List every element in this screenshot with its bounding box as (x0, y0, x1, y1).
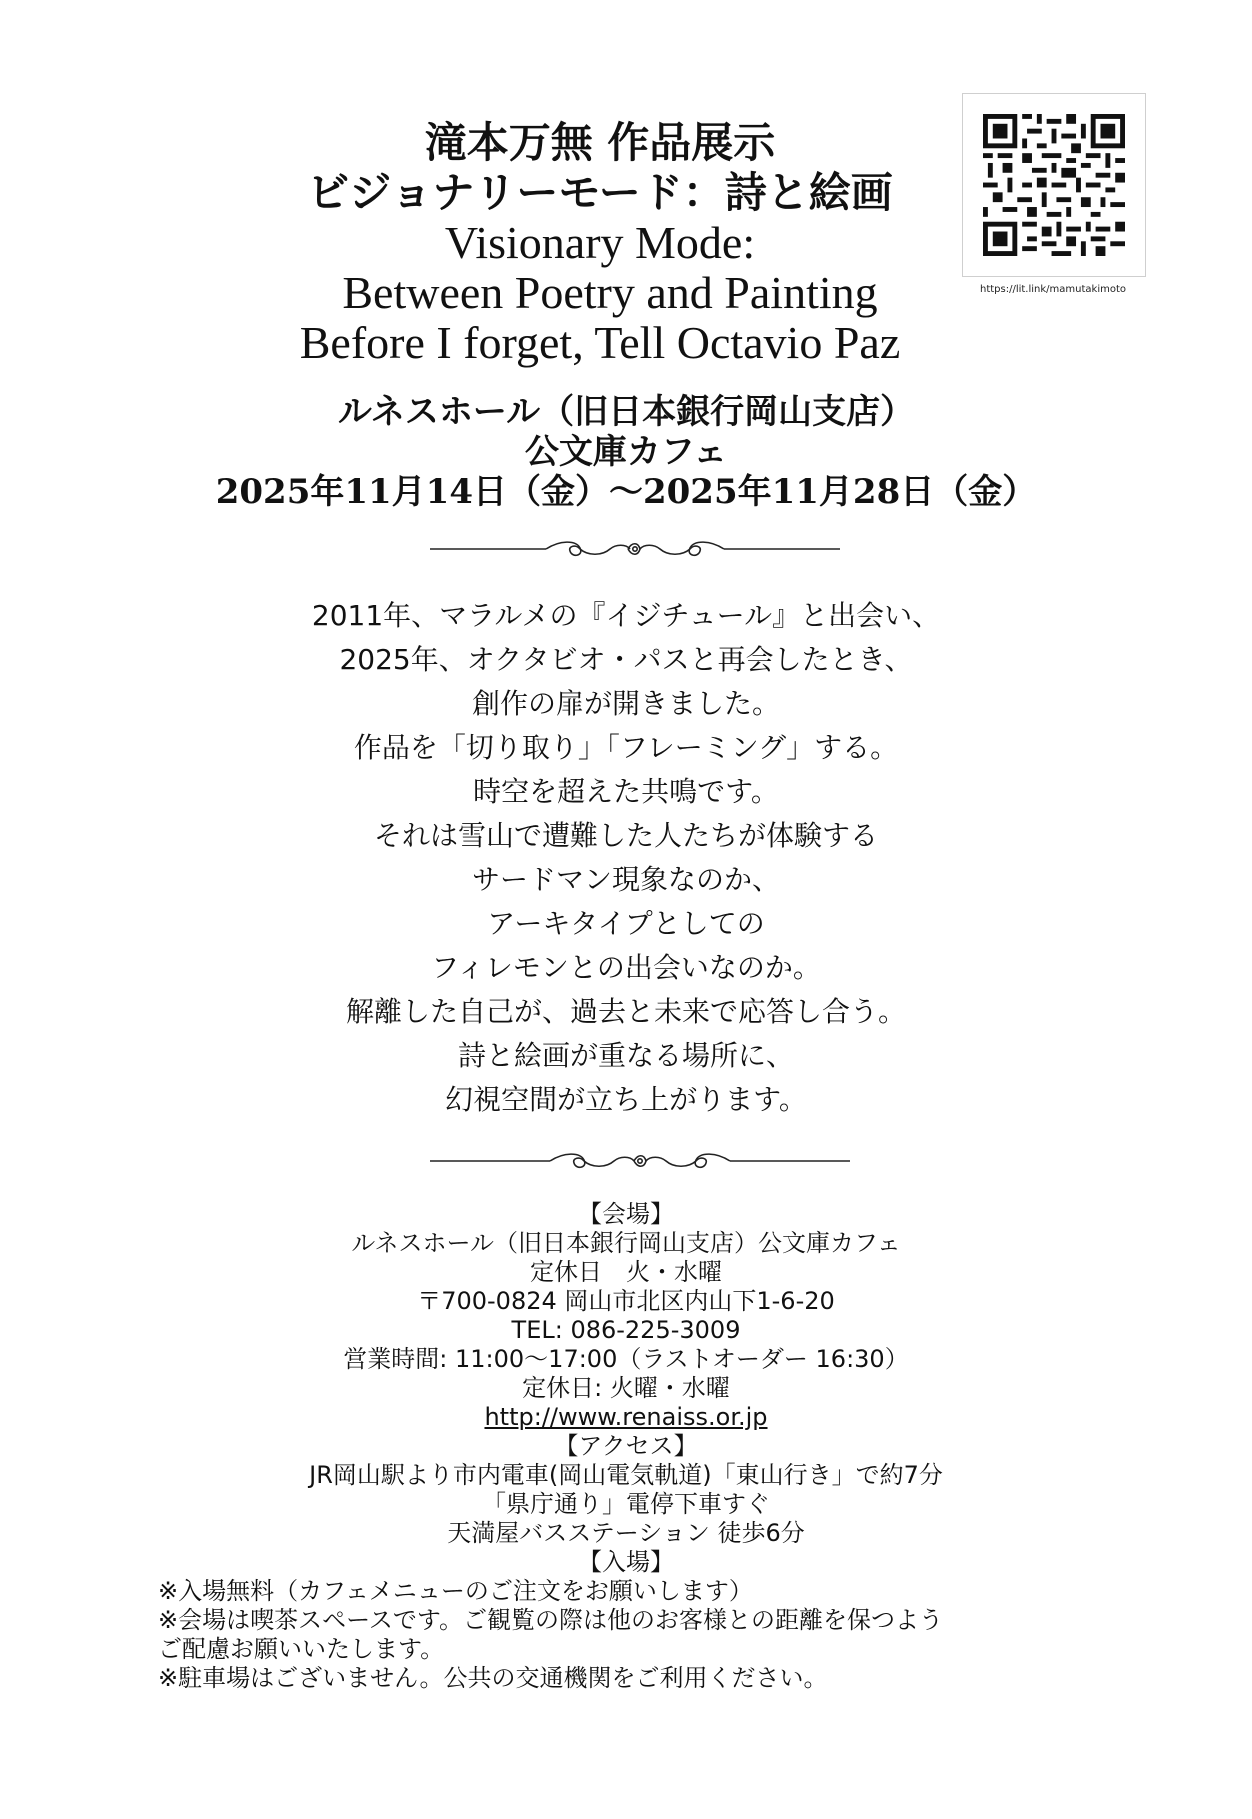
poem-line: 2011年、マラルメの『イジチュール』と出会い、 (311, 599, 941, 632)
ornament-divider-top (430, 534, 840, 564)
poem-line: 解離した自己が、過去と未来で応答し合う。 (345, 995, 906, 1028)
venue-header-name: ルネスホール（旧日本銀行岡山支店） (337, 392, 915, 432)
admission-heading: 【入場】 (578, 1548, 674, 1576)
poem-line: 幻視空間が立ち上がります。 (445, 1083, 807, 1116)
title-english-3: Before I forget, Tell Octavio Paz (299, 317, 901, 368)
poem-line: アーキタイプとしての (487, 907, 765, 940)
note-parking: ※駐車場はございません。公共の交通機関をご利用ください。 (158, 1664, 828, 1692)
exhibition-dates: 2025年11月14日（金）～2025年11月28日（金） (215, 472, 1037, 512)
access-tram: JR岡山駅より市内電車(岡山電気軌道)「東山行き」で約7分 (309, 1461, 943, 1489)
poem-line: 作品を「切り取り」「フレーミング」する。 (353, 731, 899, 764)
note-cafe-space: ※会場は喫茶スペースです。ご観覧の際は他のお客様との距離を保つよう (158, 1606, 943, 1634)
poem-line: 2025年、オクタビオ・パスと再会したとき、 (339, 643, 913, 676)
poem-line: 詩と絵画が重なる場所に、 (457, 1039, 794, 1072)
closed-days-detail: 定休日: 火曜・水曜 (522, 1374, 730, 1402)
title-artist-exhibition: 滝本万無 作品展示 (424, 118, 776, 167)
poem-line: 創作の扉が開きました。 (471, 687, 780, 720)
venue-header-cafe: 公文庫カフェ (524, 432, 728, 472)
title-english-2: Between Poetry and Painting (342, 267, 878, 318)
website-link-row (0, 1403, 1252, 1432)
poem-line: フィレモンとの出会いなのか。 (431, 951, 821, 984)
address: 〒700-0824 岡山市北区内山下1-6-20 (417, 1287, 835, 1315)
closed-days: 定休日 火・水曜 (530, 1258, 722, 1286)
venue-name: ルネスホール（旧日本銀行岡山支店）公文庫カフェ (351, 1229, 901, 1257)
qr-caption-url[interactable]: https://lit.link/mamutakimoto (979, 284, 1127, 295)
venue-heading: 【会場】 (578, 1200, 674, 1228)
poem-line: 時空を超えた共鳴です。 (473, 775, 779, 808)
telephone: TEL: 086-225-3009 (511, 1316, 741, 1344)
access-heading: 【アクセス】 (554, 1432, 698, 1460)
qr-code[interactable] (962, 93, 1146, 277)
title-english-1: Visionary Mode: (444, 217, 756, 268)
note-consideration: ご配慮お願いいたします。 (158, 1635, 445, 1663)
qr-code-icon (983, 114, 1125, 256)
note-admission: ※入場無料（カフェメニューのご注文をお願いします） (158, 1577, 753, 1605)
access-bus: 天満屋バスステーション 徒歩6分 (447, 1519, 805, 1547)
ornament-divider-bottom (430, 1146, 850, 1176)
website-link[interactable]: http://www.renaiss.or.jp (484, 1403, 768, 1431)
poem-line: サードマン現象なのか、 (471, 863, 780, 896)
access-stop: 「県庁通り」電停下車すぐ (482, 1490, 770, 1518)
poem-line: それは雪山で遭難した人たちが体験する (373, 819, 878, 852)
business-hours: 営業時間: 11:00～17:00（ラストオーダー 16:30） (343, 1345, 909, 1373)
title-japanese: ビジョナリーモード：詩と絵画 (307, 168, 893, 217)
